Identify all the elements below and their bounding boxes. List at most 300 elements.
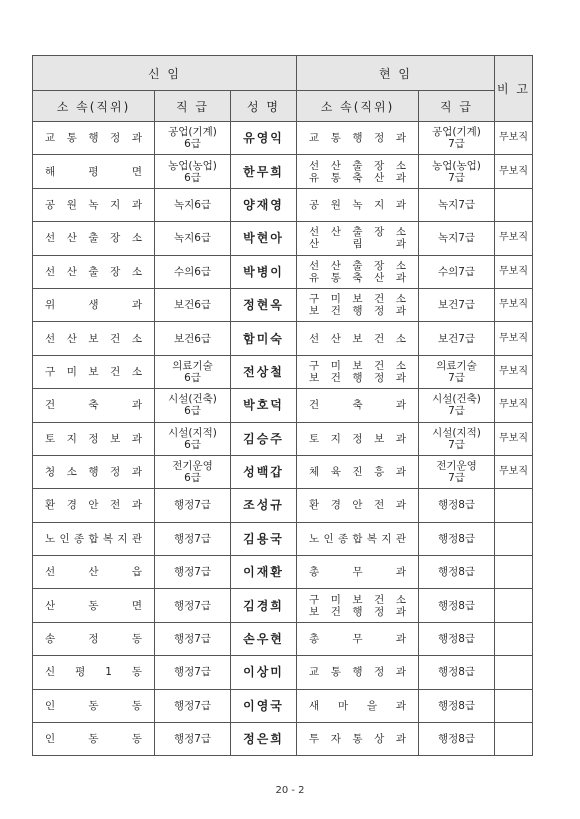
table-row: [33, 489, 533, 522]
unit-char: 면: [131, 165, 142, 178]
unit-char: 건: [110, 332, 121, 345]
new-unit-cell: [33, 122, 155, 155]
unit-char: 통: [66, 132, 77, 145]
unit-line: [297, 226, 418, 238]
unit-char: 소: [395, 293, 406, 306]
unit-char: 보: [352, 332, 363, 345]
unit-char: 토: [309, 432, 320, 445]
unit-char: 녹: [352, 198, 363, 211]
unit-char: 건: [110, 365, 121, 378]
new-unit-cell: [33, 689, 155, 722]
name-header: 성 명: [231, 91, 297, 122]
grade-line: 7급: [448, 472, 465, 485]
grade-line: 의료기술: [172, 359, 213, 372]
unit-char: 과: [131, 299, 142, 312]
current-unit-cell: [297, 322, 419, 355]
unit-char: 노: [309, 532, 320, 545]
note-cell: 무보직: [495, 422, 533, 455]
unit-char: 흥: [374, 466, 385, 479]
grade-line: 행정8급: [437, 633, 476, 646]
person-name-cell: 성백갑: [231, 455, 297, 488]
unit-char: 출: [352, 259, 363, 272]
unit-char: 과: [395, 666, 406, 679]
unit-char: 선: [309, 226, 320, 239]
new-grade-cell: [155, 689, 231, 722]
unit-char: 복: [366, 532, 378, 545]
unit-line: [297, 633, 418, 645]
unit-char: 읍: [131, 566, 142, 579]
new-unit-cell: [33, 188, 155, 221]
unit-char: 산: [330, 159, 341, 172]
unit-line: [297, 172, 418, 184]
table-row: [33, 656, 533, 689]
unit-char: 건: [45, 399, 56, 412]
current-grade-cell: [419, 589, 495, 622]
unit-line: [33, 600, 154, 612]
unit-char: 투: [309, 733, 320, 746]
unit-line: [297, 372, 418, 384]
unit-char: 장: [374, 226, 385, 239]
grade-line: 공업(기계): [168, 126, 217, 139]
unit-char: 새: [309, 699, 320, 712]
unit-char: 과: [395, 605, 406, 618]
unit-char: 교: [45, 132, 56, 145]
person-name-cell: 박호덕: [231, 389, 297, 422]
unit-line: [297, 499, 418, 511]
unit-char: 출: [352, 226, 363, 239]
table-row: [33, 723, 533, 756]
current-grade-cell: [419, 522, 495, 555]
unit-char: 총: [309, 633, 320, 646]
grade-line: 행정8급: [437, 599, 476, 612]
grade-line: 시설(건축): [432, 393, 481, 406]
table-row: [33, 255, 533, 288]
new-unit-cell: [33, 355, 155, 388]
new-unit-cell: [33, 222, 155, 255]
new-grade-cell: [155, 556, 231, 589]
unit-char: 보: [374, 432, 385, 445]
unit-char: 청: [45, 466, 56, 479]
grade-line: 전기운영: [436, 460, 477, 473]
unit-char: 관: [395, 532, 406, 545]
unit-char: 건: [374, 293, 385, 306]
table-row: [33, 188, 533, 221]
unit-char: 과: [395, 238, 407, 251]
grade-line: 6급: [184, 138, 201, 151]
current-grade-cell: [419, 355, 495, 388]
grade-line: 녹지6급: [173, 198, 212, 211]
unit-char: 지: [374, 198, 385, 211]
unit-char: 체: [309, 466, 320, 479]
unit-line: [297, 160, 418, 172]
unit-char: 정: [88, 633, 99, 646]
unit-char: 과: [395, 466, 406, 479]
current-grade-cell: [419, 122, 495, 155]
grade-line: 의료기술: [436, 359, 477, 372]
person-name-cell: 박현아: [231, 222, 297, 255]
unit-line: [297, 433, 418, 445]
unit-char: 교: [309, 132, 320, 145]
new-grade-cell: [155, 155, 231, 188]
current-grade-cell: [419, 322, 495, 355]
unit-char: 구: [309, 593, 320, 606]
unit-char: 복: [102, 532, 114, 545]
unit-char: 행: [352, 305, 363, 318]
page-number: 20 - 2: [275, 785, 305, 796]
current-unit-cell: [297, 389, 419, 422]
unit-char: 교: [309, 666, 320, 679]
unit-char: 지: [381, 532, 392, 545]
unit-char: 과: [395, 305, 406, 318]
current-grade-header: 직 급: [419, 91, 495, 122]
unit-char: 미: [66, 365, 77, 378]
unit-char: 미: [330, 359, 341, 372]
current-grade-cell: [419, 656, 495, 689]
unit-char: 과: [395, 633, 407, 646]
unit-char: 산: [66, 332, 77, 345]
unit-char: 과: [395, 733, 406, 746]
new-grade-cell: [155, 522, 231, 555]
unit-char: 정: [110, 466, 121, 479]
grade-line: 보건6급: [173, 332, 212, 345]
unit-char: 과: [131, 499, 142, 512]
new-unit-cell: [33, 255, 155, 288]
unit-char: 행: [352, 666, 363, 679]
unit-char: 정: [374, 305, 385, 318]
unit-line: [33, 733, 154, 745]
unit-char: 평: [75, 666, 86, 679]
grade-line: 시설(지적): [168, 426, 217, 439]
grade-line: 수의6급: [173, 265, 212, 278]
note-cell: 무보직: [495, 288, 533, 321]
current-unit-cell: [297, 455, 419, 488]
unit-char: 소: [395, 359, 406, 372]
note-cell: 무보직: [495, 222, 533, 255]
unit-line: [297, 272, 418, 284]
unit-char: 행: [352, 371, 363, 384]
current-unit-cell: [297, 355, 419, 388]
unit-char: 구: [45, 365, 56, 378]
table-row: [33, 155, 533, 188]
unit-char: 선: [309, 159, 320, 172]
unit-char: 건: [309, 399, 320, 412]
grade-line: 행정7급: [173, 699, 212, 712]
new-unit-cell: [33, 589, 155, 622]
unit-char: 보: [352, 293, 363, 306]
new-grade-cell: [155, 589, 231, 622]
grade-line: 행정8급: [437, 666, 476, 679]
unit-char: 안: [88, 499, 99, 512]
grade-line: 6급: [184, 171, 201, 184]
unit-line: [33, 333, 154, 345]
table-row: [33, 522, 533, 555]
grade-line: 보건7급: [437, 332, 476, 345]
unit-char: 보: [88, 332, 99, 345]
unit-char: 과: [395, 399, 407, 412]
current-unit-cell: [297, 589, 419, 622]
unit-char: 장: [110, 232, 121, 245]
new-grade-cell: [155, 122, 231, 155]
unit-char: 정: [374, 605, 385, 618]
note-cell: [495, 656, 533, 689]
person-name-cell: 이상미: [231, 656, 297, 689]
unit-char: 보: [352, 359, 363, 372]
current-unit-cell: [297, 489, 419, 522]
current-grade-cell: [419, 622, 495, 655]
unit-char: 과: [395, 198, 406, 211]
grade-line: 행정7급: [173, 633, 212, 646]
current-grade-cell: [419, 556, 495, 589]
grade-line: 행정8급: [437, 733, 476, 746]
unit-char: 종: [337, 532, 349, 545]
unit-char: 생: [88, 299, 99, 312]
new-unit-cell: [33, 422, 155, 455]
note-cell: [495, 622, 533, 655]
unit-char: 진: [352, 466, 363, 479]
new-grade-cell: [155, 656, 231, 689]
grade-line: 행정7급: [173, 733, 212, 746]
new-unit-cell: [33, 322, 155, 355]
unit-char: 과: [395, 271, 406, 284]
unit-char: 출: [88, 232, 99, 245]
unit-char: 녹: [88, 198, 99, 211]
note-cell: [495, 489, 533, 522]
unit-line: [297, 466, 418, 478]
grade-line: 녹지7급: [437, 198, 476, 211]
grade-line: 7급: [448, 171, 465, 184]
unit-char: 정: [110, 132, 121, 145]
person-name-cell: 정은희: [231, 723, 297, 756]
grade-line: 6급: [184, 405, 201, 418]
grade-line: 7급: [448, 371, 465, 384]
unit-line: [33, 700, 154, 712]
current-unit-cell: [297, 522, 419, 555]
current-grade-cell: [419, 689, 495, 722]
unit-char: 소: [395, 226, 406, 239]
unit-line: [33, 433, 154, 445]
grade-line: 녹지6급: [173, 232, 212, 245]
unit-char: 산: [45, 599, 56, 612]
unit-char: 통: [330, 666, 341, 679]
unit-char: 선: [45, 566, 56, 579]
unit-char: 출: [352, 159, 363, 172]
new-grade-cell: [155, 455, 231, 488]
grade-line: 행정7급: [173, 599, 212, 612]
table-row: [33, 622, 533, 655]
unit-char: 환: [45, 499, 56, 512]
current-grade-cell: [419, 455, 495, 488]
unit-char: 동: [88, 699, 99, 712]
unit-line: [297, 606, 418, 618]
unit-line: [297, 533, 418, 545]
unit-char: 소: [131, 265, 142, 278]
person-name-cell: 손우현: [231, 622, 297, 655]
unit-char: 과: [395, 499, 406, 512]
note-cell: [495, 188, 533, 221]
unit-char: 소: [395, 332, 406, 345]
unit-char: 총: [309, 566, 320, 579]
table-row: [33, 689, 533, 722]
unit-char: 축: [352, 271, 363, 284]
unit-char: 무: [352, 633, 363, 646]
unit-char: 행: [88, 132, 99, 145]
new-unit-cell: [33, 155, 155, 188]
unit-char: 소: [66, 466, 77, 479]
person-name-cell: 김경희: [231, 589, 297, 622]
unit-char: 동: [131, 733, 142, 746]
unit-line: [297, 566, 418, 578]
new-unit-cell: [33, 723, 155, 756]
person-name-cell: 조성규: [231, 489, 297, 522]
unit-char: 원: [330, 198, 341, 211]
unit-char: 신: [45, 666, 56, 679]
unit-char: 1: [105, 666, 112, 679]
unit-char: 정: [374, 132, 385, 145]
unit-char: 보: [309, 305, 320, 318]
unit-char: 산: [66, 232, 77, 245]
unit-char: 보: [309, 605, 320, 618]
current-grade-cell: [419, 489, 495, 522]
unit-char: 환: [309, 499, 320, 512]
unit-char: 지: [110, 198, 121, 211]
note-cell: 무보직: [495, 455, 533, 488]
new-grade-cell: [155, 222, 231, 255]
grade-line: 7급: [448, 438, 465, 451]
unit-char: 동: [131, 699, 142, 712]
current-unit-cell: [297, 122, 419, 155]
note-cell: 무보직: [495, 389, 533, 422]
unit-line: [33, 533, 154, 545]
unit-line: [297, 594, 418, 606]
unit-line: [33, 299, 154, 311]
grade-line: 행정7급: [173, 532, 212, 545]
person-name-cell: 이재환: [231, 556, 297, 589]
unit-char: 합: [352, 532, 363, 545]
grade-line: 6급: [184, 472, 201, 485]
unit-char: 공: [309, 198, 320, 211]
new-grade-cell: [155, 622, 231, 655]
new-unit-cell: [33, 288, 155, 321]
grade-line: 7급: [448, 405, 465, 418]
unit-line: [297, 199, 418, 211]
unit-char: 산: [88, 566, 99, 579]
new-unit-cell: [33, 522, 155, 555]
unit-char: 지: [66, 432, 77, 445]
current-unit-cell: [297, 288, 419, 321]
new-grade-cell: [155, 322, 231, 355]
unit-char: 과: [131, 132, 142, 145]
unit-char: 상: [374, 733, 385, 746]
grade-line: 7급: [448, 138, 465, 151]
current-unit-cell: [297, 222, 419, 255]
current-unit-cell: [297, 656, 419, 689]
unit-char: 장: [374, 259, 385, 272]
current-grade-cell: [419, 723, 495, 756]
grade-line: 6급: [184, 371, 201, 384]
unit-line: [33, 466, 154, 478]
table-row: [33, 556, 533, 589]
unit-char: 산: [374, 171, 385, 184]
unit-line: [33, 132, 154, 144]
new-grade-header: 직 급: [155, 91, 231, 122]
unit-line: [297, 305, 418, 317]
unit-char: 소: [131, 332, 142, 345]
note-cell: 무보직: [495, 122, 533, 155]
unit-line: [33, 266, 154, 278]
unit-char: 지: [117, 532, 128, 545]
unit-line: [33, 199, 154, 211]
unit-char: 동: [131, 633, 142, 646]
unit-char: 통: [330, 132, 341, 145]
unit-char: 건: [374, 359, 385, 372]
unit-char: 경: [330, 499, 341, 512]
note-cell: 무보직: [495, 255, 533, 288]
unit-char: 육: [330, 466, 341, 479]
unit-char: 산: [330, 332, 341, 345]
grade-line: 행정8급: [437, 699, 476, 712]
table-row: [33, 222, 533, 255]
current-unit-cell: [297, 622, 419, 655]
unit-line: [297, 260, 418, 272]
unit-char: 통: [330, 271, 341, 284]
unit-char: 과: [131, 399, 142, 412]
unit-char: 건: [330, 305, 341, 318]
new-unit-cell: [33, 622, 155, 655]
unit-line: [297, 132, 418, 144]
current-unit-cell: [297, 255, 419, 288]
unit-char: 림: [352, 238, 363, 251]
unit-char: 미: [330, 593, 341, 606]
person-name-cell: 함미숙: [231, 322, 297, 355]
unit-char: 보: [352, 593, 363, 606]
unit-char: 보: [88, 365, 99, 378]
unit-char: 건: [374, 593, 385, 606]
new-appointment-header: 신 임: [33, 56, 297, 91]
unit-char: 인: [59, 532, 70, 545]
current-unit-cell: [297, 556, 419, 589]
unit-char: 전: [374, 499, 385, 512]
current-grade-cell: [419, 155, 495, 188]
current-unit-cell: [297, 723, 419, 756]
unit-char: 통: [352, 733, 363, 746]
person-name-cell: 정현옥: [231, 288, 297, 321]
unit-char: 과: [395, 699, 406, 712]
new-grade-cell: [155, 489, 231, 522]
note-cell: [495, 689, 533, 722]
grade-line: 행정7급: [173, 566, 212, 579]
unit-char: 정: [88, 432, 99, 445]
unit-char: 선: [45, 232, 56, 245]
unit-char: 선: [309, 332, 320, 345]
unit-char: 과: [395, 171, 406, 184]
current-grade-cell: [419, 222, 495, 255]
new-unit-cell: [33, 489, 155, 522]
current-unit-cell: [297, 155, 419, 188]
unit-char: 통: [330, 171, 341, 184]
new-grade-cell: [155, 188, 231, 221]
unit-char: 산: [66, 265, 77, 278]
unit-char: 전: [110, 499, 121, 512]
unit-char: 을: [366, 699, 378, 712]
unit-char: 인: [45, 699, 56, 712]
unit-char: 노: [45, 532, 56, 545]
unit-char: 장: [110, 265, 121, 278]
unit-line: [297, 700, 418, 712]
unit-char: 출: [88, 265, 99, 278]
unit-line: [33, 566, 154, 578]
unit-char: 행: [88, 466, 99, 479]
new-unit-cell: [33, 656, 155, 689]
